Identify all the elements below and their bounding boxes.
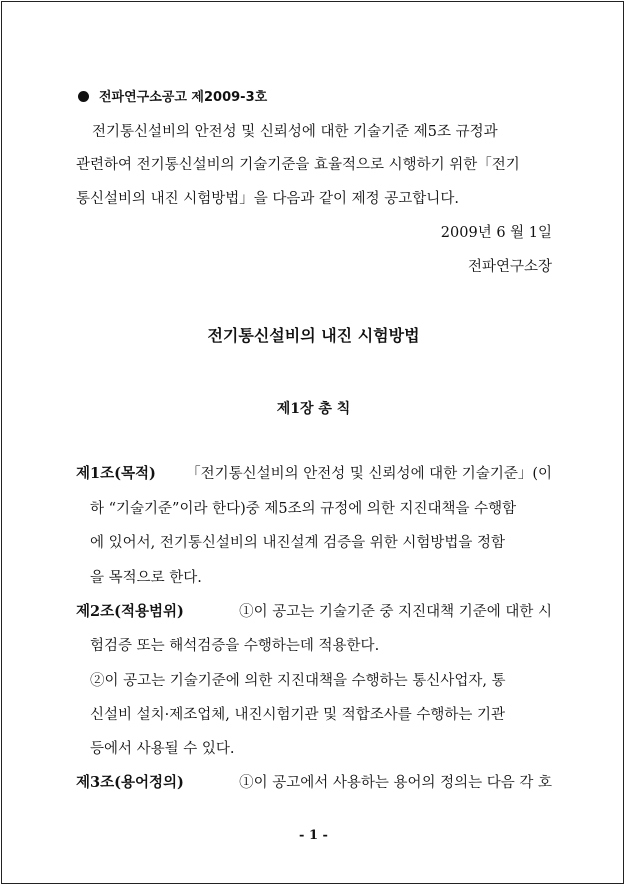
document-title: 전기통신설비의 내진 시험방법 (207, 326, 420, 345)
article-1-line: 에 있어서, 전기통신설비의 내진설계 검증을 위한 시험방법을 정함 (90, 535, 506, 551)
article-3 (76, 773, 552, 793)
article-2-heading: 제2조(적용범위) (76, 603, 184, 620)
article-2-line: 등에서 사용될 수 있다. (90, 741, 235, 757)
article-2-line: 험검증 또는 해석검증을 수행하는데 적용한다. (90, 638, 380, 654)
article-2 (76, 602, 552, 622)
article-3-heading: 제3조(용어정의) (76, 774, 184, 791)
article-1 (76, 464, 552, 484)
notice-label: 전파연구소공고 제2009-3호 (99, 90, 268, 105)
article-2-line: 신설비 설치·제조업체, 내진시험기관 및 적합조사를 수행하는 기관 (90, 707, 506, 723)
article-1-line: 하 “기술기준”이라 한다)중 제5조의 규정에 의한 지진대책을 수행함 (90, 501, 517, 517)
article-1-text: 「전기통신설비의 안전성 및 신뢰성에 대한 기술기준」(이 (186, 466, 552, 482)
article-3-text: ①이 공고에서 사용하는 용어의 정의는 다음 각 호 (239, 775, 552, 791)
article-2-line: ②이 공고는 기술기준에 의한 지진대책을 수행하는 통신사업자, 통 (90, 673, 506, 689)
chapter-heading: 제1장 총 칙 (276, 401, 351, 417)
page-number: - 1 - (299, 828, 328, 843)
article-1-line: 을 목적으로 한다. (90, 570, 202, 586)
intro-line-1: 전기통신설비의 안전성 및 신뢰성에 대한 기술기준 제5조 규정과 (92, 124, 498, 140)
bullet-icon (78, 91, 89, 102)
intro-line-3: 통신설비의 내진 시험방법」을 다음과 같이 제정 공고합니다. (76, 191, 459, 207)
notice-header (78, 88, 267, 108)
article-1-heading: 제1조(목적) (76, 465, 156, 482)
issuer: 전파연구소장 (467, 259, 552, 275)
intro-line-2: 관련하여 전기통신설비의 기술기준을 효율적으로 시행하기 위한「전기 (76, 157, 520, 173)
notice-date: 2009년 6 월 1일 (440, 225, 552, 241)
article-2-text: ①이 공고는 기술기준 중 지진대책 기준에 대한 시 (239, 604, 552, 620)
